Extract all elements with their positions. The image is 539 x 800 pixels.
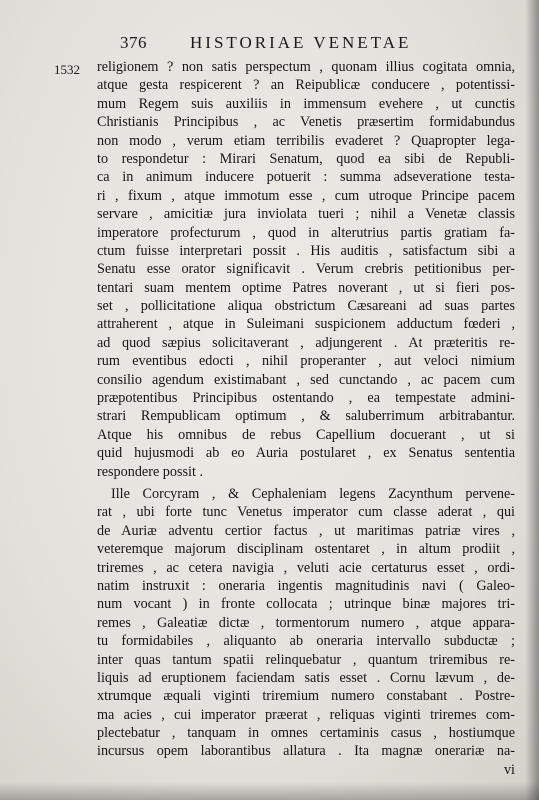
text-line: servare , amicitiæ jura inviolata tueri ; nihil a Venetæ classis	[97, 206, 515, 223]
text-line: de Auriæ adventu certior factus , ut maritimas patriæ vires ,	[97, 522, 515, 539]
text-line: non modo , verum etiam terribilis evaderet ? Quapropter lega-	[97, 132, 515, 149]
running-head	[0, 33, 539, 57]
text-line: respondere possit .	[97, 463, 203, 480]
text-line: veteremque majorum disciplinam ostentaret , in altum prodiit ,	[97, 541, 515, 558]
text-line: num vocant ) in fronte collocata ; utrinque binæ majores tri-	[97, 596, 515, 613]
text-line: rat , ubi forte tunc Venetus imperator cum classe aderat , qui	[97, 504, 515, 521]
text-line: mum Regem suis auxiliis in immensum evehere , ut cunctis	[97, 95, 515, 112]
text-line: ctum fuisse interpretari possit . His auditis , satisfactum sibi a	[97, 242, 515, 259]
text-line: Atque his omnibus de rebus Capellium docuerant , ut si	[97, 426, 515, 443]
text-line: set , pollicitatione aliqua obstrictum Cæsareani ad suas partes	[97, 298, 515, 315]
page-number: 376	[120, 33, 147, 52]
margin-year-note: 1532	[54, 62, 80, 77]
paragraph-1	[97, 58, 515, 481]
text-line: inter quas tantum spatii relinquebatur , quantum triremibus re-	[97, 651, 515, 668]
text-line: ma acies , cui imperator præerat , reliquas viginti triremes com-	[97, 706, 515, 723]
text-line: tentari suam mentem optime Patres noverant , ut si fieri pos-	[97, 279, 515, 296]
body-text	[97, 58, 515, 779]
catchword: vi	[503, 761, 515, 778]
text-line: imperatore profecturum , quod in alterutrius partis gratiam fa-	[97, 224, 515, 241]
text-line: remes , Galeatiæ dictæ , tormentorum numero , atque appara-	[97, 614, 515, 631]
text-line: rum eventibus edocti , nihil properanter , aut veloci nimium	[97, 353, 515, 370]
text-line: Christianis Principibus , ac Venetis præsertim formidabundus	[97, 114, 515, 131]
text-line: attraherent , atque in Suleimani suspicionem adductum fœderi ,	[97, 316, 515, 333]
text-line: to respondetur : Mirari Senatum, quod ea sibi de Republi-	[97, 150, 515, 167]
text-line: consilio agendum existimabant , sed cunctando , ac pacem cum	[97, 371, 515, 388]
text-line: Ille Corcyram , & Cephaleniam legens Zacynthum pervene-	[111, 485, 515, 502]
page-bottom-shadow	[0, 782, 539, 800]
text-line: natim instruxit : oneraria ingentis magnitudinis navi ( Galeo-	[97, 577, 515, 594]
paragraph-2	[97, 485, 515, 761]
running-title: HISTORIAE VENETAE	[190, 33, 412, 52]
text-line: atque gesta respicerent ? an Reipublicæ conducere , potentissi-	[97, 77, 515, 94]
text-line: incursus opem laborantibus allatura . Ita magnæ onerariæ na-	[97, 743, 515, 760]
text-line: religionem ? non satis perspectum , quonam illius cogitata omnia,	[97, 59, 515, 75]
text-line: Senatu esse orator significavit . Verum crebris petitionibus per-	[97, 261, 515, 278]
text-line: xtrumque æquali viginti triremium numero constabant . Postre-	[97, 688, 515, 705]
text-line: ca in animum inducere potuerit : summa adseveratione testa-	[97, 169, 515, 186]
text-line: ad quod sæpius solicitaverant , adjungerent . At præteritis re-	[97, 334, 515, 351]
text-line: quid hujusmodi ab eo Auria postularet , ex Senatus sententia	[97, 445, 515, 462]
text-line: strari Rempublicam optimum , & saluberrimum arbitrabantur.	[97, 408, 515, 425]
text-line: ri , fixum , atque immotum esse , cum utroque Principe pacem	[97, 187, 515, 204]
text-line: tu formidabiles , aliquanto ab oneraria intervallo subductæ ;	[97, 633, 515, 650]
text-line: præpotentibus Principibus ostentando , ea tempestate admini-	[97, 390, 515, 407]
text-line: triremes , ac cetera navigia , veluti acie certaturus esset , ordi-	[97, 559, 515, 576]
text-line: liquis ad eruptionem faciendam satis esset . Cornu lævum , de-	[97, 669, 515, 686]
page-edge-shadow	[525, 0, 539, 800]
text-line: plectebatur , tanquam in omnes certaminis casus , hostiumque	[97, 725, 515, 742]
